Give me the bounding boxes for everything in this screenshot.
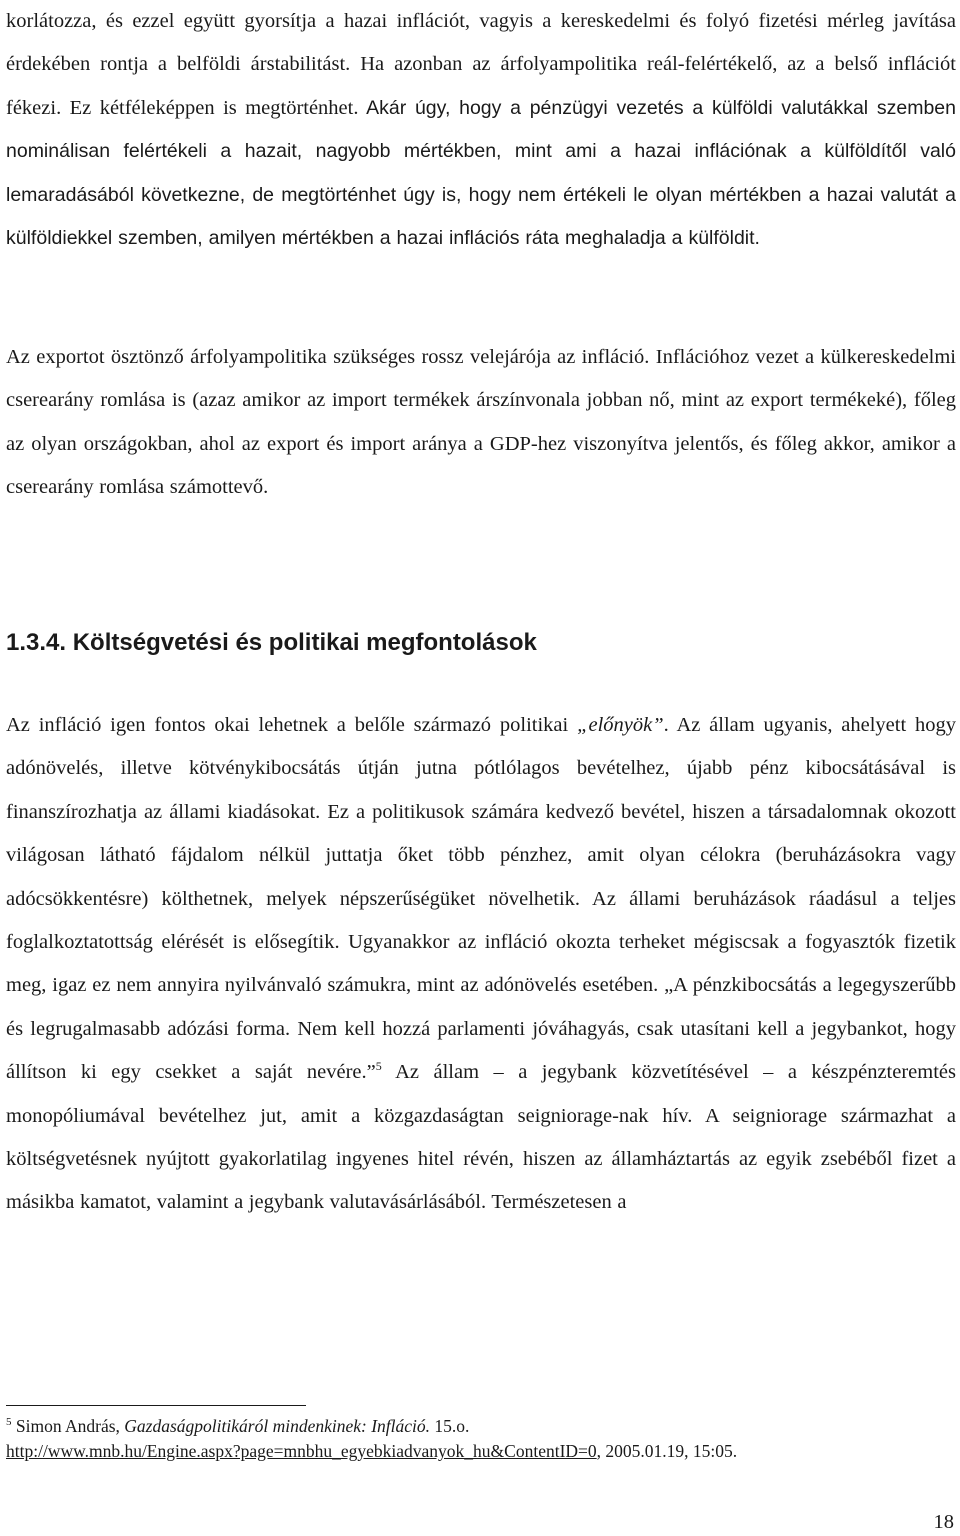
paragraph-text: . Az állam ugyanis, ahelyett hogy adónövelés, illetve kötvénykibocsátás útján jutna pótlólagos bevételhez, újabb pénz kibocsátásával is finanszírozhatja az állami kiadásokat. Ez a politikusok számára kedvező bevétel, hiszen a társadalomnak okozott világosan látható fájdalom nélkül juttatja őket több pénzhez, amit olyan célokra (beruházásokra vagy adócsökkentésre) költhetnek, melyek népszerűségüket növelhetik. Az állami beruházások ráadásul a teljes foglalkoztatottság elérését is elősegítik. Ugyanakkor az infláció okozta terheket mégiscsak a fogyasztók fizetik meg, igaz ez nem annyira nyilvánvaló számukra, mint az adónövelés esetében. „A pénzkibocsátás a legegyszerűbb és legrugalmasabb adózási forma. Nem kell hozzá parlamenti jóváhagyás, csak utasítani kell a jegybankot, hogy állítson ki egy csekket a saját nevére.” <box>6 714 956 1084</box>
paragraph-political-considerations <box>6 704 956 1225</box>
page-number: 18 <box>933 1511 954 1533</box>
footnote-separator <box>6 1405 306 1406</box>
footnote <box>6 1414 956 1464</box>
emphasis-text: „előnyök” <box>577 714 664 736</box>
footnote-date: , 2005.01.19, 15:05. <box>596 1441 738 1461</box>
footnote-reference[interactable]: 5 <box>375 1059 382 1074</box>
paragraph-text: Az infláció igen fontos okai lehetnek a belőle származó politikai <box>6 714 578 736</box>
paragraph-export-inflation: Az exportot ösztönző árfolyampolitika szükséges rossz velejárója az infláció. Inflációhoz vezet a külkereskedelmi cserearány romlása is (azaz amikor az import termékek árszínvonala jobban nő, mint az export termékeké), főleg az olyan országokban, ahol az export és import aránya a GDP-hez viszonyítva jelentős, és főleg akkor, amikor a cserearány romlása számottevő. <box>6 346 956 499</box>
paragraph-text: Az állam – a jegybank közvetítésével – a készpénzteremtés monopóliumával bevételhez jut, amit a közgazdaságtan seigniorage-nak hív. A seigniorage származhat a költségvetésnek nyújtott gyakorlatilag ingyenes hitel révén, hiszen az államháztartás az egyik zsebéből fizet a másikba kamatot, valamint a jegybank valutavásárlásából. Természetesen a <box>6 1061 956 1214</box>
section-heading: 1.3.4. Költségvetési és politikai megfontolások <box>6 629 537 656</box>
footnote-link[interactable]: http://www.mnb.hu/Engine.aspx?page=mnbhu_egyebkiadvanyok_hu&ContentID=0 <box>6 1441 597 1461</box>
footnote-author: Simon András, <box>11 1416 125 1436</box>
footnote-title: Gazdaságpolitikáról mindenkinek: Infláció. <box>124 1416 431 1436</box>
footnote-number: 5 <box>6 1416 12 1429</box>
paragraph-text: Akár úgy, hogy a pénzügyi vezetés a külföldi valutákkal szemben nominálisan felértékeli a hazait, nagyobb mértékben, mint ami a hazai inflációnak a külföldítől való lemaradásából következne, de megtörténhet úgy is, hogy nem értékeli le olyan mértékben a hazai valutát a külföldiekkel szemben, amilyen mértékben a hazai inflációs ráta meghaladja a külföldit. <box>6 96 956 250</box>
paragraph-exchange-rate <box>6 0 956 260</box>
paragraph-text: korlátozza, és ezzel együtt gyorsítja a hazai inflációt, vagyis a kereskedelmi és folyó fizetési mérleg javítása érdekében rontja a belföldi árstabilitást. Ha azonban az árfolyampolitika reál-felértékelő, az a belső inflációt fékezi. Ez kétféleképpen is megtörténhet. <box>6 10 956 119</box>
footnote-pages: 15.o. <box>430 1416 470 1436</box>
